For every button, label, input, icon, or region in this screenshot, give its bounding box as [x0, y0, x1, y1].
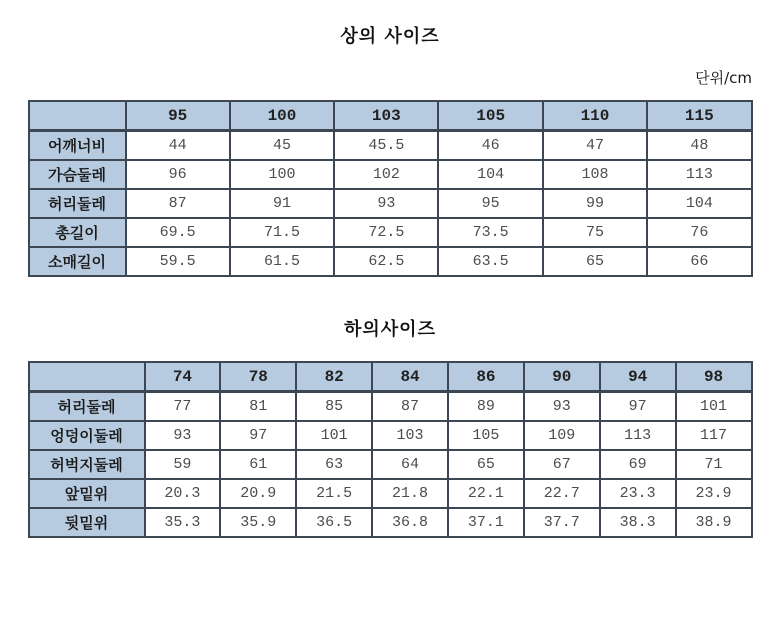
measurement-value: 105 — [448, 421, 524, 450]
measurement-row — [29, 508, 752, 537]
measurement-value: 71.5 — [230, 218, 334, 247]
measurement-value: 36.5 — [296, 508, 372, 537]
measurement-value: 63.5 — [438, 247, 542, 276]
measurement-value: 38.3 — [600, 508, 676, 537]
size-column-header: 110 — [543, 101, 647, 131]
measurement-value: 47 — [543, 131, 647, 161]
measurement-row — [29, 392, 752, 422]
measurement-value: 104 — [438, 160, 542, 189]
measurement-value: 20.9 — [220, 479, 296, 508]
measurement-label: 뒷밑위 — [29, 508, 145, 537]
measurement-value: 67 — [524, 450, 600, 479]
measurement-value: 45 — [230, 131, 334, 161]
measurement-value: 69 — [600, 450, 676, 479]
measurement-value: 23.9 — [676, 479, 752, 508]
measurement-value: 113 — [600, 421, 676, 450]
measurement-label: 소매길이 — [29, 247, 126, 276]
size-column-header: 103 — [334, 101, 438, 131]
measurement-value: 93 — [334, 189, 438, 218]
measurement-value: 91 — [230, 189, 334, 218]
bottom-size-table — [28, 361, 753, 538]
measurement-value: 21.5 — [296, 479, 372, 508]
size-column-header: 115 — [647, 101, 751, 131]
measurement-value: 72.5 — [334, 218, 438, 247]
measurement-value: 66 — [647, 247, 751, 276]
top-size-table — [28, 100, 753, 277]
measurement-value: 101 — [296, 421, 372, 450]
measurement-value: 93 — [145, 421, 221, 450]
size-column-header: 84 — [372, 362, 448, 392]
size-header-row — [29, 101, 752, 131]
measurement-value: 89 — [448, 392, 524, 422]
measurement-value: 22.1 — [448, 479, 524, 508]
size-column-header: 90 — [524, 362, 600, 392]
measurement-value: 37.7 — [524, 508, 600, 537]
measurement-value: 35.3 — [145, 508, 221, 537]
size-column-header: 105 — [438, 101, 542, 131]
measurement-value: 46 — [438, 131, 542, 161]
measurement-value: 96 — [126, 160, 230, 189]
measurement-value: 77 — [145, 392, 221, 422]
measurement-value: 73.5 — [438, 218, 542, 247]
measurement-value: 109 — [524, 421, 600, 450]
measurement-value: 71 — [676, 450, 752, 479]
measurement-row — [29, 189, 752, 218]
measurement-value: 21.8 — [372, 479, 448, 508]
measurement-value: 62.5 — [334, 247, 438, 276]
measurement-label: 엉덩이둘레 — [29, 421, 145, 450]
measurement-value: 85 — [296, 392, 372, 422]
corner-cell — [29, 362, 145, 392]
measurement-value: 104 — [647, 189, 751, 218]
size-column-header: 94 — [600, 362, 676, 392]
top-size-title: 상의 사이즈 — [340, 26, 440, 47]
size-column-header: 86 — [448, 362, 524, 392]
size-column-header: 100 — [230, 101, 334, 131]
measurement-value: 97 — [220, 421, 296, 450]
measurement-value: 45.5 — [334, 131, 438, 161]
measurement-value: 20.3 — [145, 479, 221, 508]
measurement-row — [29, 247, 752, 276]
measurement-row — [29, 421, 752, 450]
measurement-value: 87 — [372, 392, 448, 422]
bottom-size-title: 하의사이즈 — [344, 319, 436, 340]
measurement-value: 23.3 — [600, 479, 676, 508]
measurement-value: 101 — [676, 392, 752, 422]
measurement-value: 38.9 — [676, 508, 752, 537]
measurement-value: 102 — [334, 160, 438, 189]
measurement-value: 37.1 — [448, 508, 524, 537]
measurement-value: 76 — [647, 218, 751, 247]
measurement-value: 113 — [647, 160, 751, 189]
measurement-value: 99 — [543, 189, 647, 218]
measurement-value: 75 — [543, 218, 647, 247]
measurement-value: 65 — [543, 247, 647, 276]
size-column-header: 98 — [676, 362, 752, 392]
measurement-row — [29, 160, 752, 189]
measurement-row — [29, 131, 752, 161]
measurement-label: 가슴둘레 — [29, 160, 126, 189]
measurement-value: 35.9 — [220, 508, 296, 537]
measurement-label: 허리둘레 — [29, 189, 126, 218]
measurement-value: 97 — [600, 392, 676, 422]
measurement-value: 100 — [230, 160, 334, 189]
measurement-value: 93 — [524, 392, 600, 422]
measurement-row — [29, 479, 752, 508]
size-column-header: 74 — [145, 362, 221, 392]
measurement-value: 117 — [676, 421, 752, 450]
unit-label: 단위/cm — [695, 69, 752, 87]
measurement-value: 61.5 — [230, 247, 334, 276]
measurement-value: 44 — [126, 131, 230, 161]
measurement-value: 103 — [372, 421, 448, 450]
measurement-value: 59 — [145, 450, 221, 479]
size-column-header: 78 — [220, 362, 296, 392]
measurement-row — [29, 218, 752, 247]
size-header-row — [29, 362, 752, 392]
measurement-value: 81 — [220, 392, 296, 422]
measurement-label: 총길이 — [29, 218, 126, 247]
measurement-value: 22.7 — [524, 479, 600, 508]
measurement-value: 64 — [372, 450, 448, 479]
measurement-value: 95 — [438, 189, 542, 218]
measurement-label: 어깨너비 — [29, 131, 126, 161]
measurement-label: 허벅지둘레 — [29, 450, 145, 479]
measurement-value: 59.5 — [126, 247, 230, 276]
measurement-value: 108 — [543, 160, 647, 189]
size-column-header: 82 — [296, 362, 372, 392]
measurement-value: 87 — [126, 189, 230, 218]
measurement-value: 63 — [296, 450, 372, 479]
measurement-label: 앞밑위 — [29, 479, 145, 508]
measurement-label: 허리둘레 — [29, 392, 145, 422]
measurement-value: 69.5 — [126, 218, 230, 247]
measurement-value: 61 — [220, 450, 296, 479]
size-column-header: 95 — [126, 101, 230, 131]
corner-cell — [29, 101, 126, 131]
measurement-row — [29, 450, 752, 479]
measurement-value: 48 — [647, 131, 751, 161]
measurement-value: 36.8 — [372, 508, 448, 537]
measurement-value: 65 — [448, 450, 524, 479]
